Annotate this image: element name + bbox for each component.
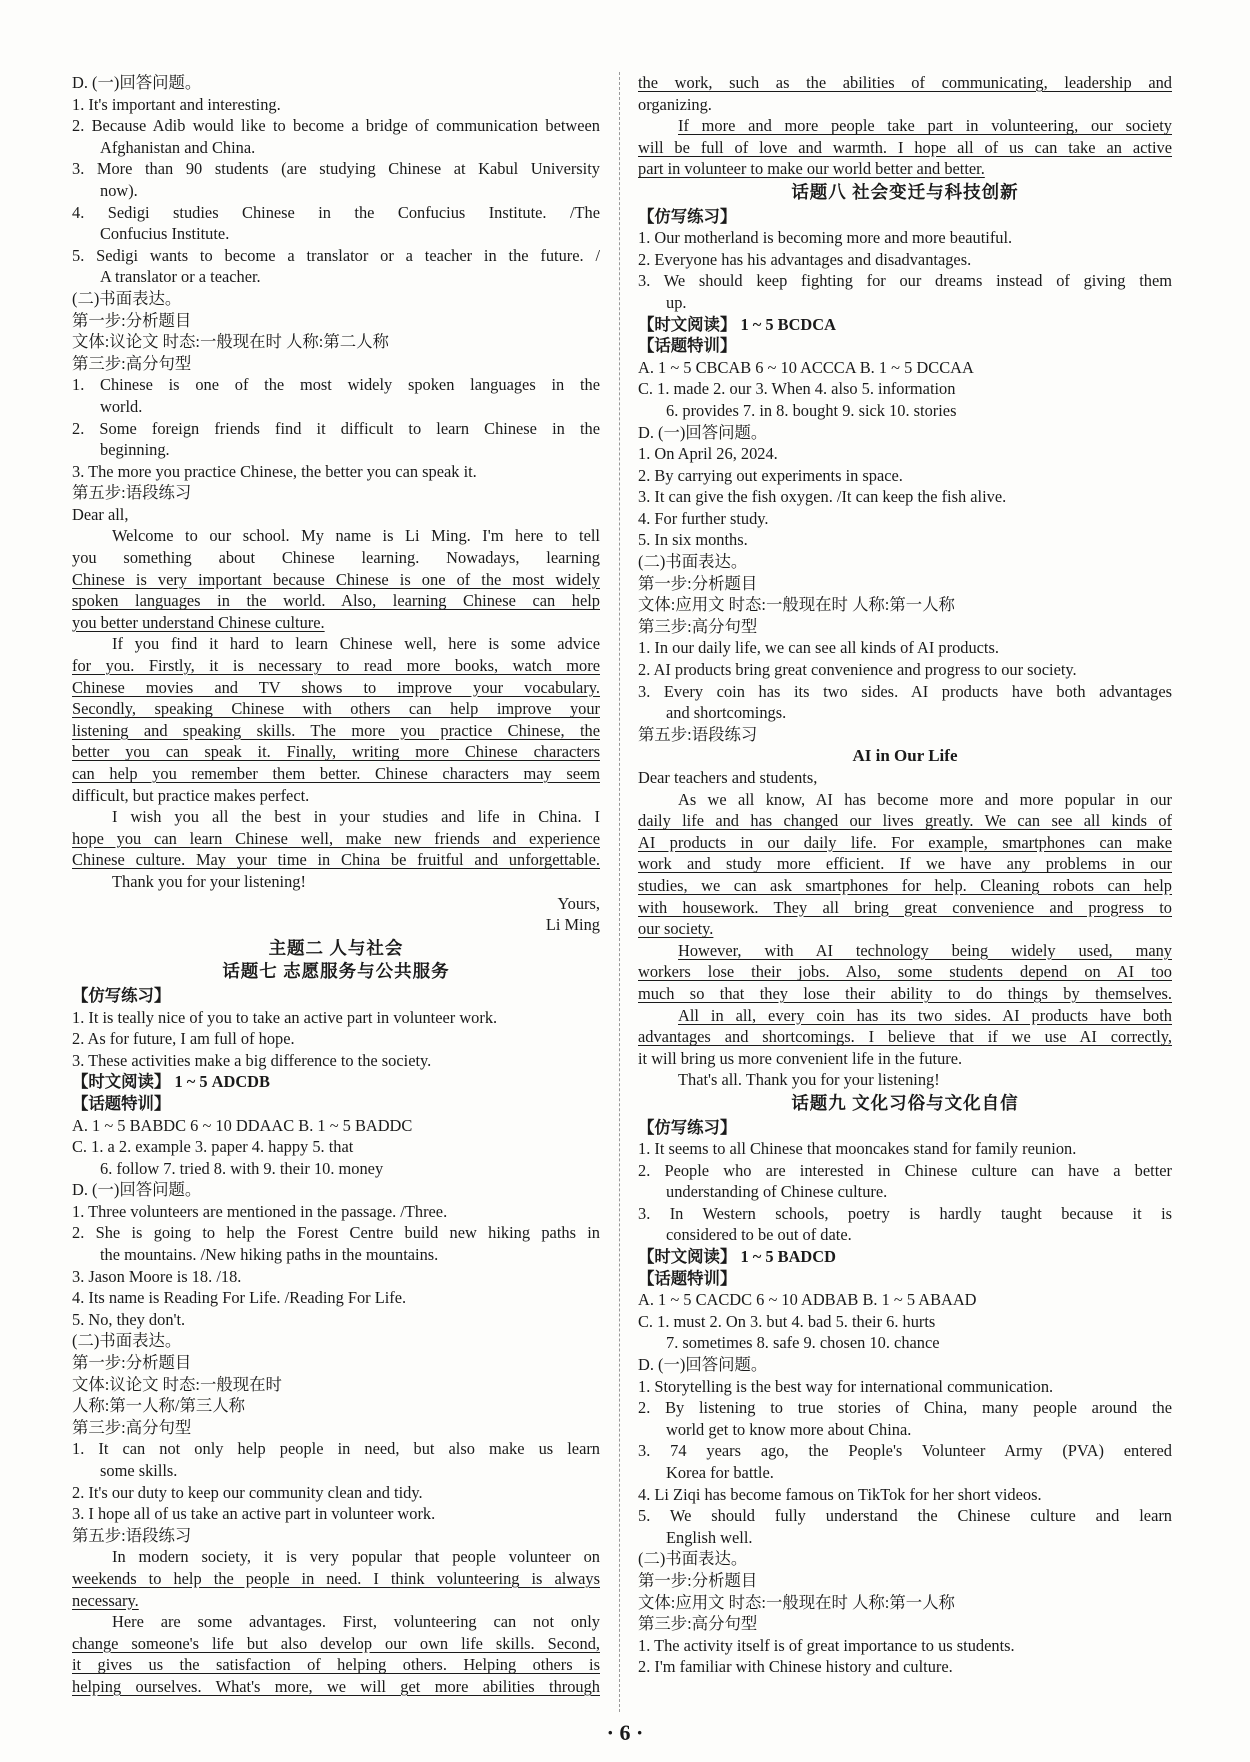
text-line: 3. These activities make a big difference to the society. [72,1050,432,1070]
text-line: 3. More than 90 students (are studying Chinese at Kabul University [72,159,600,179]
underlined-text: listening and speaking skills. The more you practice Chinese, the [72,720,600,740]
text-line: 3. It can give the fish oxygen. /It can keep the fish alive. [638,487,1007,507]
text-line: 2. Everyone has his advantages and disadvantages. [638,249,972,269]
underlined-text: you better understand Chinese culture. [72,612,325,632]
text-line [72,1654,600,1676]
text-line [72,1633,600,1655]
text-line: That's all. Thank you for your listening! [678,1070,940,1090]
section-tag: 【时文阅读】 1 ~ 5 BADCD [638,1247,836,1267]
text-line [72,1590,600,1612]
section-tag: 【话题特训】 [72,1093,171,1113]
text-line: 2. I'm familiar with Chinese history and culture. [638,1657,953,1677]
text-line [638,137,1172,159]
underlined-text: spoken languages in the world. Also, learning Chinese can help [72,591,600,611]
text-line: C. 1. made 2. our 3. When 4. also 5. information [638,379,956,399]
text-line: As we all know, AI has become more and more popular in our [678,789,1172,809]
text-line [72,828,600,850]
underlined-text: for you. Firstly, it is necessary to read more books, watch more [72,656,600,676]
text-line: C. 1. must 2. On 3. but 4. bad 5. their 6. hurts [638,1311,936,1331]
section-tag: 【仿写练习】 [72,985,171,1005]
text-line: English well. [666,1527,753,1547]
text-line: some skills. [100,1461,178,1480]
text-line: C. 1. a 2. example 3. paper 4. happy 5. that [72,1137,354,1157]
text-line: 1. In our daily life, we can see all kinds of AI products. [638,638,999,658]
text-line: (二)书面表达。 [72,1331,182,1351]
text-line: 1. On April 26, 2024. [638,444,778,464]
text-line: 1. It seems to all Chinese that mooncakes stand for family reunion. [638,1139,1077,1159]
text-line [638,897,1172,919]
underlined-text: weekends to help the people in need. I think volunteering is always [72,1568,600,1588]
underlined-text: Chinese is very important because Chinese is one of the most widely [72,569,600,589]
text-line: In modern society, it is very popular that people volunteer on [112,1547,600,1567]
text-line: 第五步:语段练习 [638,724,758,744]
text-line: 2. As for future, I am full of hope. [72,1029,295,1049]
text-line: 第五步:语段练习 [72,1525,192,1545]
column-divider [619,72,620,1712]
text-line: 1. Storytelling is the best way for international communication. [638,1376,1054,1396]
text-line [638,875,1172,897]
text-line: Afghanistan and China. [100,137,256,157]
text-line: considered to be out of date. [666,1225,852,1245]
text-line: 3. In Western schools, poetry is hardly taught because it is [638,1203,1172,1223]
section-tag: 【话题特训】 [638,1268,737,1288]
text-line: 4. For further study. [638,508,769,528]
text-line: 2. By carrying out experiments in space. [638,465,903,485]
underlined-text: AI products in our daily life. For example, smartphones can make [638,832,1172,852]
text-line: 1. Three volunteers are mentioned in the passage. /Three. [72,1201,448,1221]
text-line: Yours, [557,893,600,913]
topic-heading: 话题八 社会变迁与科技创新 [791,181,1019,202]
text-line: 2. It's our duty to keep our community clean and tidy. [72,1482,423,1502]
text-line: 2. People who are interested in Chinese culture can have a better [638,1160,1172,1180]
text-line: 第一步:分析题目 [72,310,192,330]
underlined-text: daily life and has changed our lives greatly. We can see all kinds of [638,811,1172,831]
underlined-text: If more and more people take part in volunteering, our society [678,116,1172,136]
text-line [72,1568,600,1590]
text-line: understanding of Chinese culture. [666,1182,888,1202]
text-line: 第三步:高分句型 [72,353,192,373]
text-line [72,590,600,612]
underlined-text: with housework. They all bring great convenience and progress to [638,897,1172,917]
text-line [72,569,600,591]
underlined-text: hope you can learn Chinese well, make new friends and experience [72,828,600,848]
theme-heading: 主题二 人与社会 [268,937,404,958]
text-line: Thank you for your listening! [112,871,306,891]
underlined-text: work and study more efficient. If we have any problems in our [638,854,1172,874]
text-line [72,720,600,742]
text-line: A. 1 ~ 5 CBCAB 6 ~ 10 ACCCA B. 1 ~ 5 DCCAA [638,357,974,377]
text-line: Korea for battle. [666,1463,774,1482]
text-line: 4. Its name is Reading For Life. /Reading For Life. [72,1288,407,1308]
underlined-text: Chinese culture. May your time in China be fruitful and unforgettable. [72,850,600,870]
text-line: Confucius Institute. [100,224,230,244]
text-line [638,1026,1172,1048]
underlined-text: can help you remember them better. Chinese characters may seem [72,764,600,783]
text-line: 2. AI products bring great convenience and progress to our society. [638,660,1077,680]
text-line: 人称:第一人称/第三人称 [72,1396,246,1416]
text-line: it will bring us more convenient life in the future. [638,1048,963,1068]
text-line: 2. She is going to help the Forest Centre build new hiking paths in [72,1223,600,1243]
underlined-text: Chinese movies and TV shows to improve your vocabulary. [72,677,600,697]
text-line: 第一步:分析题目 [72,1353,192,1373]
text-line [638,918,1172,940]
text-line: 1. It's important and interesting. [72,94,281,114]
underlined-text: workers lose their jobs. Also, some students depend on AI too [638,962,1172,982]
text-line [638,940,1172,962]
text-line: 第三步:高分句型 [72,1417,192,1437]
text-line: you something about Chinese learning. Nowadays, learning [72,548,600,568]
underlined-text: part in volunteer to make our world better and better. [638,159,985,179]
topic-heading: 话题七 志愿服务与公共服务 [222,961,450,982]
essay-title: AI in Our Life [852,746,958,766]
text-line: A. 1 ~ 5 CACDC 6 ~ 10 ADBAB B. 1 ~ 5 ABAAD [638,1290,977,1310]
right-column [638,72,1172,1678]
underlined-text: will be full of love and warmth. I hope all of us can take an active [638,137,1172,157]
text-line: 文体:应用文 时态:一般现在时 人称:第一人称 [638,1592,955,1612]
underlined-text: the work, such as the abilities of communicating, leadership and [638,73,1172,92]
underlined-text: studies, we can ask smartphones for help. Cleaning robots can help [638,875,1172,895]
text-line: world. [100,396,143,416]
text-line: 2. Because Adib would like to become a bridge of communication between [72,116,600,136]
text-line: 5. No, they don't. [72,1309,186,1329]
page-number: · 6 · [606,1720,644,1745]
text-line: Dear teachers and students, [638,768,818,787]
text-line [72,1676,600,1698]
text-line [638,72,1172,94]
text-line: 1. The activity itself is of great importance to us students. [638,1635,1015,1655]
text-line: If you find it hard to learn Chinese well, here is some advice [112,634,600,654]
text-line: 3. Jason Moore is 18. /18. [72,1266,242,1286]
text-line: 文体:议论文 时态:一般现在时 人称:第二人称 [72,332,389,352]
text-line: 4. Li Ziqi has become famous on TikTok for her short videos. [638,1484,1042,1504]
section-tag: 【仿写练习】 [638,1117,737,1137]
topic-heading: 话题九 文化习俗与文化自信 [791,1092,1019,1113]
section-tag: 【时文阅读】 1 ~ 5 ADCDB [72,1072,270,1092]
text-line [638,810,1172,832]
text-line: 1. It is teally nice of you to take an active part in volunteer work. [72,1007,498,1027]
text-line: A. 1 ~ 5 BABDC 6 ~ 10 DDAAC B. 1 ~ 5 BADDC [72,1115,413,1135]
text-line: 3. Every coin has its two sides. AI products have both advantages [638,681,1172,701]
text-line: 7. sometimes 8. safe 9. chosen 10. chance [666,1333,940,1353]
text-line: 第一步:分析题目 [638,573,758,593]
text-line: 1. It can not only help people in need, but also make us learn [72,1439,600,1459]
text-line: 2. Some foreign friends find it difficult to learn Chinese in the [72,418,600,438]
text-line: D. (一)回答问题。 [72,73,202,92]
text-line: 文体:议论文 时态:一般现在时 [72,1374,282,1394]
text-line: up. [666,292,687,312]
text-line [72,849,600,871]
text-line: Here are some advantages. First, volunteering can not only [112,1612,600,1632]
text-line: 3. We should keep fighting for our dreams instead of giving them [638,271,1172,291]
text-line: difficult, but practice makes perfect. [72,785,310,805]
text-line: 第一步:分析题目 [638,1570,758,1590]
text-line: 1. Our motherland is becoming more and more beautiful. [638,228,1013,248]
text-line [72,655,600,677]
section-tag: 【话题特训】 [638,336,737,356]
text-line: now). [100,180,138,200]
underlined-text: helping ourselves. What's more, we will get more abilities through [72,1676,600,1696]
text-line: 5. In six months. [638,530,748,550]
text-line [638,158,1172,180]
text-line: 4. Sedigi studies Chinese in the Confucius Institute. /The [72,202,600,222]
text-line: (二)书面表达。 [638,1549,748,1569]
text-line: Li Ming [545,915,600,935]
text-line: 第五步:语段练习 [72,483,192,503]
text-line: I wish you all the best in your studies and life in China. I [112,807,600,827]
text-line: (二)书面表达。 [72,288,182,308]
text-line: A translator or a teacher. [100,267,261,287]
text-line: 5. We should fully understand the Chinese culture and learn [638,1506,1172,1526]
text-line: (二)书面表达。 [638,552,748,572]
text-line [72,698,600,720]
underlined-text: However, with AI technology being widely used, many [678,940,1172,960]
underlined-text: it gives us the satisfaction of helping others. Helping others is [72,1655,600,1675]
text-line: and shortcomings. [666,703,787,723]
text-line [638,115,1172,137]
text-line [72,763,600,785]
text-line [638,832,1172,854]
left-column [72,72,600,1698]
text-line: 3. The more you practice Chinese, the better you can speak it. [72,461,477,481]
text-line: D. (一)回答问题。 [72,1180,202,1200]
text-line: D. (一)回答问题。 [638,422,768,442]
underlined-text: better you can speak it. Finally, writing more Chinese characters [72,742,600,762]
text-line: 文体:应用文 时态:一般现在时 人称:第一人称 [638,595,955,615]
underlined-text: Secondly, speaking Chinese with others can help improve your [72,699,600,719]
text-line: the mountains. /New hiking paths in the mountains. [100,1245,439,1265]
text-line: 1. Chinese is one of the most widely spoken languages in the [72,375,600,395]
text-line: world get to know more about China. [666,1419,912,1439]
underlined-text: much so that they lose their ability to do things by themselves. [638,983,1172,1003]
underlined-text: All in all, every coin has its two sides. AI products have both [678,1005,1172,1025]
underlined-text: change someone's life but also develop our own life skills. Second, [72,1633,600,1653]
text-line: 第三步:高分句型 [638,616,758,636]
text-line: D. (一)回答问题。 [638,1355,768,1375]
text-line: organizing. [638,94,712,114]
text-line: 3. 74 years ago, the People's Volunteer Army (PVA) entered [638,1441,1172,1461]
text-line [72,741,600,763]
section-tag: 【时文阅读】 1 ~ 5 BCDCA [638,314,836,334]
section-tag: 【仿写练习】 [638,206,737,226]
underlined-text: our society. [638,919,714,939]
underlined-text: advantages and shortcomings. I believe that if we use AI correctly, [638,1027,1172,1047]
text-line: Dear all, [72,504,129,524]
underlined-text: necessary. [72,1590,139,1610]
text-line [638,853,1172,875]
text-line [638,983,1172,1005]
text-line [72,677,600,699]
text-line [638,1005,1172,1027]
text-line: 6. follow 7. tried 8. with 9. their 10. money [100,1158,384,1178]
text-line: 3. I hope all of us take an active part in volunteer work. [72,1504,436,1524]
text-line: Welcome to our school. My name is Li Ming. I'm here to tell [112,526,600,546]
text-line: 5. Sedigi wants to become a translator or a teacher in the future. / [72,245,600,265]
text-line [72,612,600,634]
text-line: 2. By listening to true stories of China, many people around the [638,1398,1172,1418]
text-line [638,961,1172,983]
text-line: 第三步:高分句型 [638,1614,758,1634]
text-line: beginning. [100,440,170,460]
text-line: 6. provides 7. in 8. bought 9. sick 10. stories [666,400,957,420]
